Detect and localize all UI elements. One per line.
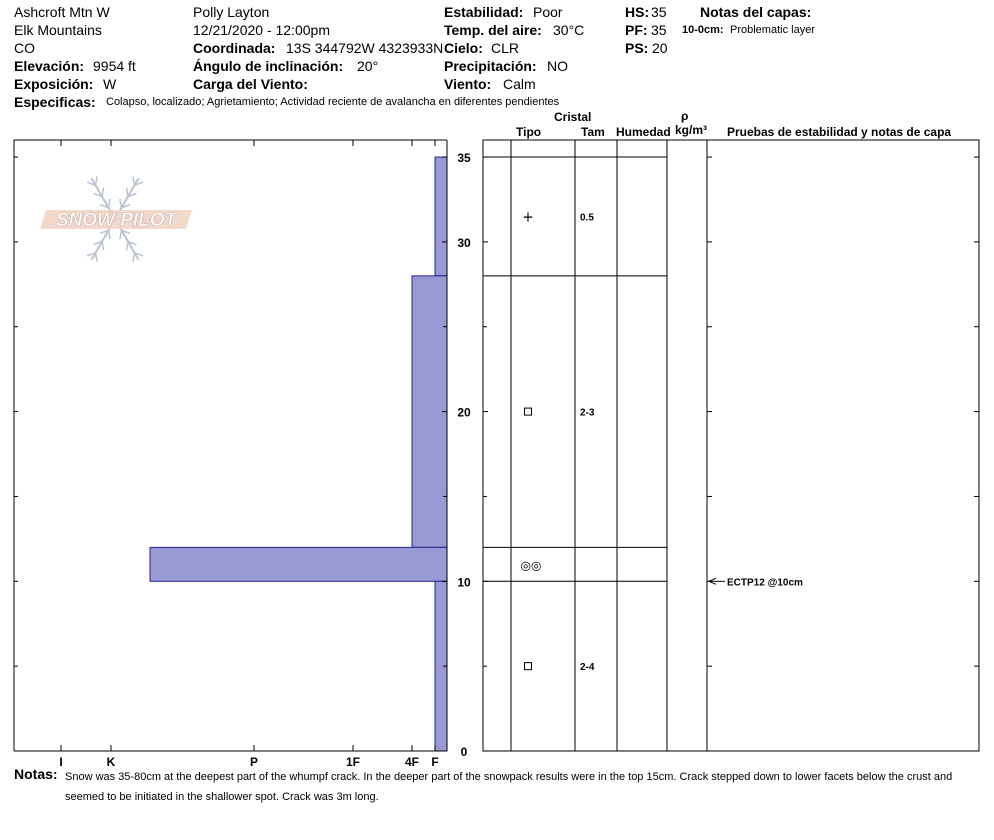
faceted-crystal-icon [525,663,532,670]
aspect-value: W [103,76,117,92]
air-temp-label: Temp. del aire: [444,22,542,38]
layer-note-text: Problematic layer [730,24,815,36]
hardness-tick-label: P [249,755,259,769]
wind-value: Calm [503,76,536,92]
aspect-label: Exposición: [14,76,94,92]
hs-value: 35 [651,4,667,20]
stability-label: Estabilidad: [444,4,524,20]
specifics-value: Colapso, localizado; Agrietamiento; Actividad reciente de avalancha en diferentes pendientes [106,96,560,108]
crystal-size: 2-3 [580,407,595,419]
air-temp-value: 30°C [553,22,585,38]
density-unit-header: kg/m³ [675,123,708,137]
new-snow-icon: + [522,209,534,226]
pf-value: 35 [651,22,667,38]
hardness-tick-label: 4F [404,755,420,769]
notes-text: Snow was 35-80cm at the deepest part of the whumpf crack. In the deeper part of the snowpack results were in the top 15cm. Crack stepped down to lower facets below the crust and seemed to be initiated in the shallower spot. Crack was 3m long. [65,771,953,803]
hardness-tick-label: F [431,755,439,769]
coordinate-label: Coordinada: [193,40,276,56]
crystal-size: 0.5 [580,212,594,224]
hardness-bar [150,547,447,581]
stability-test-note: ECTP12 @10cm [727,577,803,589]
crystal-header: Cristal [554,110,592,124]
wind-label: Viento: [444,76,492,92]
melt-freeze-crust-icon: ◎◎ [520,558,542,573]
layer-note-depth: 10-0cm: [682,24,724,36]
tests-header: Pruebas de estabilidad y notas de capa [727,125,952,139]
layer-notes-label: Notas del capas: [700,4,812,20]
sky-label: Cielo: [444,40,483,56]
slope-angle-value: 20° [357,58,379,74]
height-tick-label: 30 [457,235,471,250]
specifics-label: Especificas: [14,94,96,110]
logo-text: SNOW PILOT [55,210,177,231]
height-tick-label: 20 [457,405,471,420]
elevation-value: 9954 ft [93,58,136,74]
site-name: Ashcroft Mtn W [14,4,110,20]
notes-label: Notas: [14,766,58,782]
precipitation-label: Precipitación: [444,58,537,74]
mountain-range: Elk Mountains [14,22,102,38]
type-header: Tipo [516,125,542,139]
ps-value: 20 [652,40,668,56]
hardness-tick-label: 1F [345,755,361,769]
size-header: Tam [581,125,605,139]
sky-value: CLR [491,40,520,56]
moisture-header: Humedad [616,125,671,139]
pf-label: PF: [625,22,648,38]
coordinate-value: 13S 344792W 4323933N [286,40,444,56]
height-tick-label: 10 [457,575,471,590]
rho-header: ρ [681,109,689,123]
observer: Polly Layton [193,4,270,20]
faceted-crystal-icon [525,408,532,415]
hardness-tick-label: K [106,755,116,769]
height-tick-label: 0 [460,745,468,759]
slope-angle-label: Ángulo de inclinación: [193,58,344,74]
crystal-size: 2-4 [580,662,595,674]
ps-label: PS: [625,40,649,56]
wind-load-label: Carga del Viento: [193,76,308,92]
hs-label: HS: [625,4,650,20]
date-time: 12/21/2020 - 12:00pm [193,22,330,38]
elevation-label: Elevación: [14,58,85,74]
hardness-bar [435,157,447,276]
state: CO [14,40,35,56]
hardness-tick-label: I [59,755,63,769]
stability-value: Poor [533,4,563,20]
layer-table-frame [483,140,979,751]
height-tick-label: 35 [457,151,471,166]
hardness-bar [412,276,447,548]
precipitation-value: NO [547,58,568,74]
